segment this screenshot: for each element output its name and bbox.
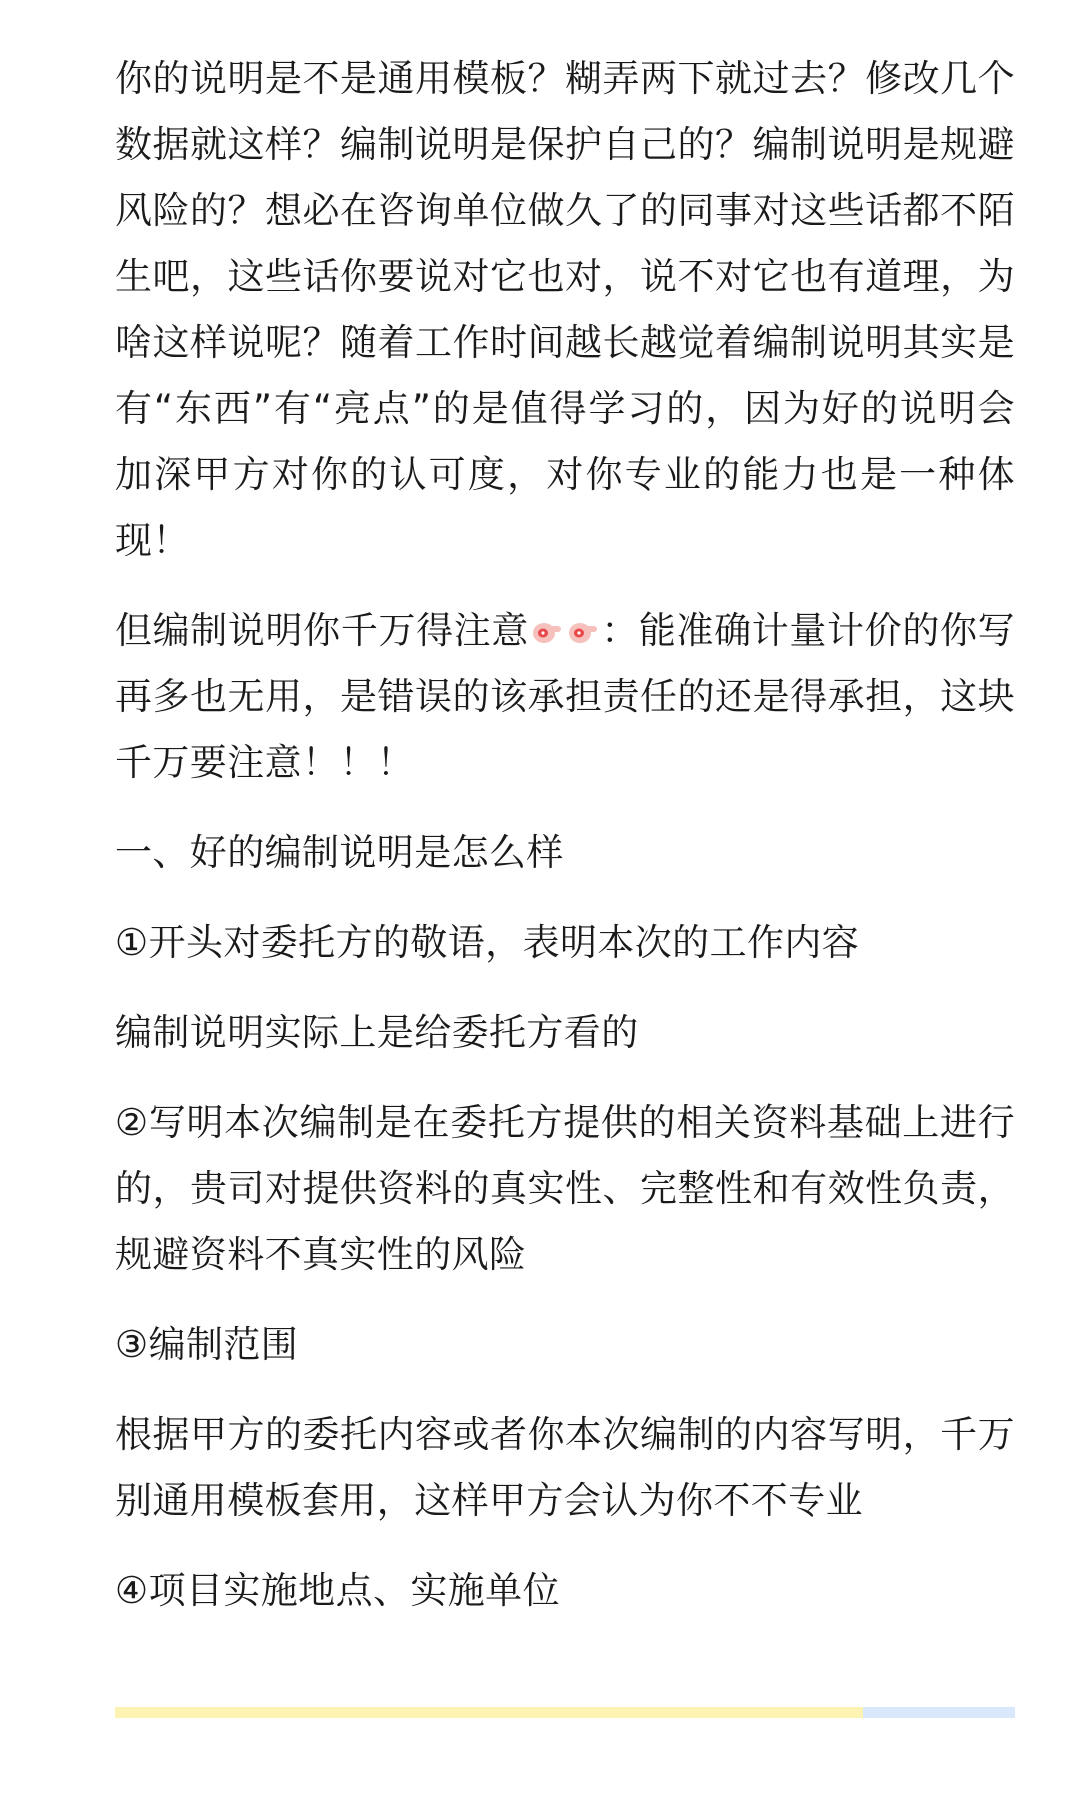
section-heading: 一、好的编制说明是怎么样 — [115, 831, 564, 874]
point-3-note: 根据甲方的委托内容或者你本次编制的内容写明，千万别通用模板套用，这样甲方会认为你不不专业 — [115, 1413, 1015, 1522]
warning-text-rest: ：能准确计量计价的你写再多也无用，是错误的该承担责任的还是得承担，这块千万要注意！！！ — [115, 609, 1015, 784]
article-body — [115, 46, 1015, 1648]
pointing-hand-icon — [531, 617, 563, 647]
point-4: ④项目实施地点、实施单位 — [115, 1569, 560, 1612]
point-3: ③编制范围 — [115, 1323, 299, 1366]
warning-text-lead: 但编制说明你千万得注意 — [115, 609, 529, 652]
highlight-bar — [115, 1707, 1015, 1718]
highlight-bar-yellow — [115, 1707, 863, 1718]
point-1-note: 编制说明实际上是给委托方看的 — [115, 1011, 639, 1054]
pointing-hand-icon — [567, 617, 599, 647]
intro-paragraph: 你的说明是不是通用模板？糊弄两下就过去？修改几个数据就这样？编制说明是保护自己的？编制说明是规避风险的？想必在咨询单位做久了的同事对这些话都不陌生吧，这些话你要说对它也对，说不对它也有道理，为啥这样说呢？随着工作时间越长越觉着编制说明其实是有“东西”有“亮点”的是值得学习的，因为好的说明会加深甲方对你的认可度，对你专业的能力也是一种体现！ — [115, 57, 1015, 562]
highlight-bar-blue — [863, 1707, 1015, 1718]
point-2: ②写明本次编制是在委托方提供的相关资料基础上进行的，贵司对提供资料的真实性、完整性和有效性负责，规避资料不真实性的风险 — [115, 1101, 1015, 1276]
point-1: ①开头对委托方的敬语，表明本次的工作内容 — [115, 921, 860, 964]
warning-paragraph — [115, 598, 1015, 796]
